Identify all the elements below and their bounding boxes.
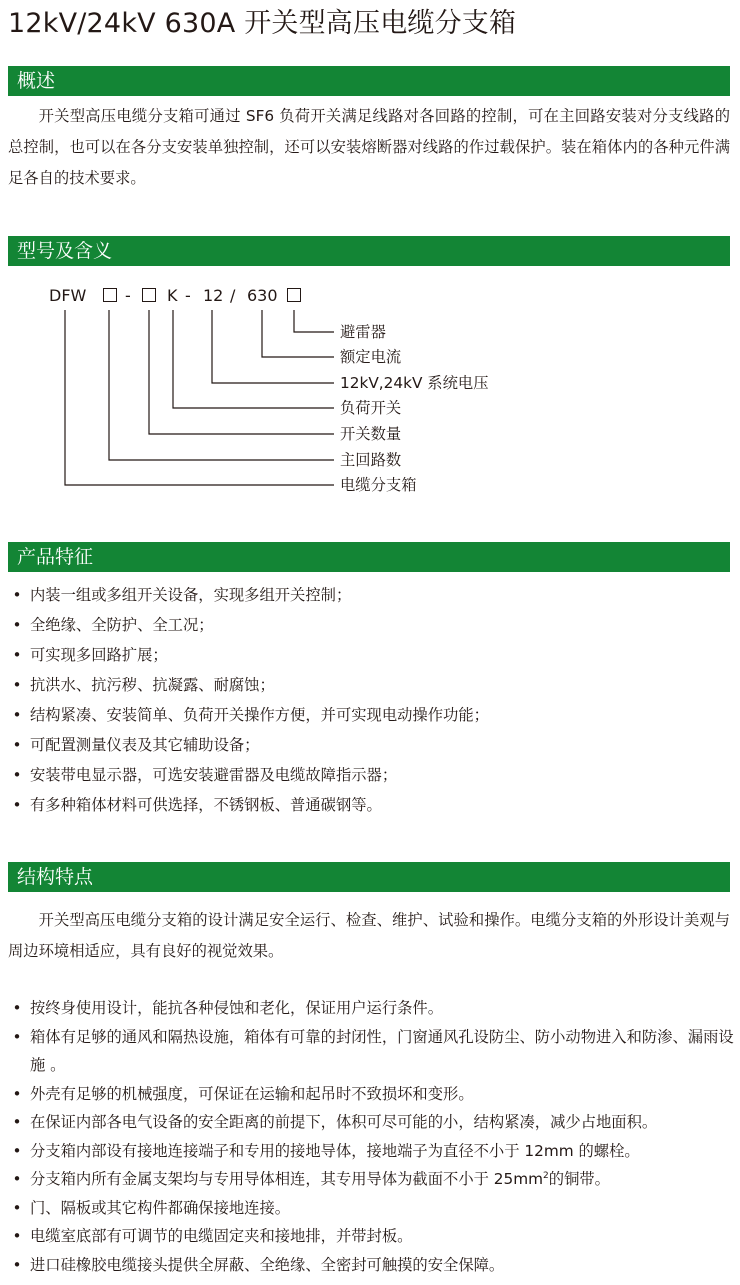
section-heading-model: 型号及含义: [8, 236, 730, 266]
superscript-2: 2: [543, 1170, 549, 1181]
leader-line-load-switch: [173, 310, 334, 408]
leader-line-branch-box: [65, 310, 334, 485]
section-heading-overview: 概述: [8, 66, 730, 96]
list-item: • 抗洪水、抗污秽、抗凝露、耐腐蚀；: [12, 676, 275, 694]
list-item: • 在保证内部各电气设备的安全距离的前提下，体积可尽可能的小，结构紧凑，减少占地面积。: [12, 1113, 658, 1131]
structure-list: [0, 994, 740, 1279]
structure-intro-text: 开关型高压电缆分支箱的设计满足安全运行、检查、维护、试验和操作。电缆分支箱的外形设计美观与周边环境相适应，具有良好的视觉效果。: [8, 911, 730, 960]
model-code-voltage: 12: [203, 286, 224, 305]
model-code-box-arrester: [287, 284, 301, 308]
model-label-main-circuit: 主回路数: [340, 451, 402, 469]
list-item: • 箱体有足够的通风和隔热设施，箱体有可靠的封闭性，门窗通风孔设防尘、防小动物进入和防渗、漏雨设施 。: [12, 1027, 734, 1074]
page-title: 12kV/24kV 630A 开关型高压电缆分支箱: [8, 8, 517, 39]
model-code-box-switch: [142, 284, 156, 308]
list-item: • 有多种箱体材料可供选择，不锈钢板、普通碳钢等。: [12, 796, 382, 814]
model-code-k: K: [167, 286, 178, 305]
section-heading-structure: 结构特点: [8, 862, 730, 892]
section-heading-features: 产品特征: [8, 542, 730, 572]
model-label-switch-count: 开关数量: [340, 425, 402, 443]
list-item: • 全绝缘、全防护、全工况；: [12, 616, 214, 634]
model-label-voltage: 12kV,24kV 系统电压: [340, 374, 489, 392]
list-item: • 可配置测量仪表及其它辅助设备；: [12, 736, 260, 754]
model-code-current: 630: [247, 286, 278, 305]
model-label-arrester: 避雷器: [340, 323, 386, 341]
list-item: • 结构紧凑、安装简单、负荷开关操作方便，并可实现电动操作功能；: [12, 706, 489, 724]
list-item: • 门、隔板或其它构件都确保接地连接。: [12, 1198, 291, 1217]
model-code-diagram: [0, 280, 740, 500]
model-code-dash-2: -: [185, 286, 191, 305]
model-code-prefix: DFW: [49, 286, 87, 305]
list-item: • 电缆室底部有可调节的电缆固定夹和接地排，并带封板。: [12, 1227, 413, 1245]
model-code-dash-1: -: [125, 286, 131, 305]
model-label-branch-box: 电缆分支箱: [340, 476, 417, 494]
list-item: • 内装一组或多组开关设备，实现多组开关控制；: [12, 586, 352, 604]
model-label-rated-current: 额定电流: [340, 348, 402, 366]
leader-line-switch-count: [149, 310, 334, 434]
list-item: • 分支箱内部设有接地连接端子和专用的接地导体，接地端子为直径不小于 12mm 的螺栓。: [12, 1141, 640, 1160]
list-item: • 外壳有足够的机械强度，可保证在运输和起吊时不致损坏和变形。: [12, 1084, 474, 1103]
list-item: • 安装带电显示器，可选安装避雷器及电缆故障指示器；: [12, 766, 398, 784]
model-code-slash: /: [230, 286, 236, 305]
model-code-box-main: [103, 284, 117, 308]
overview-text: 开关型高压电缆分支箱可通过 SF6 负荷开关满足线路对各回路的控制，可在主回路安装对分支线路的总控制，也可以在各分支安装单独控制，还可以安装熔断器对线路的作过载保护。装在箱体内的各种元件满足各自的技术要求。: [8, 107, 730, 187]
model-label-load-switch: 负荷开关: [340, 399, 402, 417]
leader-line-voltage: [212, 310, 334, 383]
leader-line-rated-current: [262, 310, 334, 357]
leader-line-arrester: [294, 310, 334, 332]
list-item: • 按终身使用设计，能抗各种侵蚀和老化，保证用户运行条件。: [12, 999, 444, 1017]
list-item: • 进口硅橡胶电缆接头提供全屏蔽、全绝缘、全密封可触摸的安全保障。: [12, 1255, 505, 1274]
list-item: • 分支箱内所有金属支架均与专用导体相连，其专用导体为截面不小于 $25mm^2$的铜带。: [12, 1170, 610, 1188]
list-item: • 可实现多回路扩展；: [12, 646, 168, 664]
features-list: [0, 580, 740, 820]
